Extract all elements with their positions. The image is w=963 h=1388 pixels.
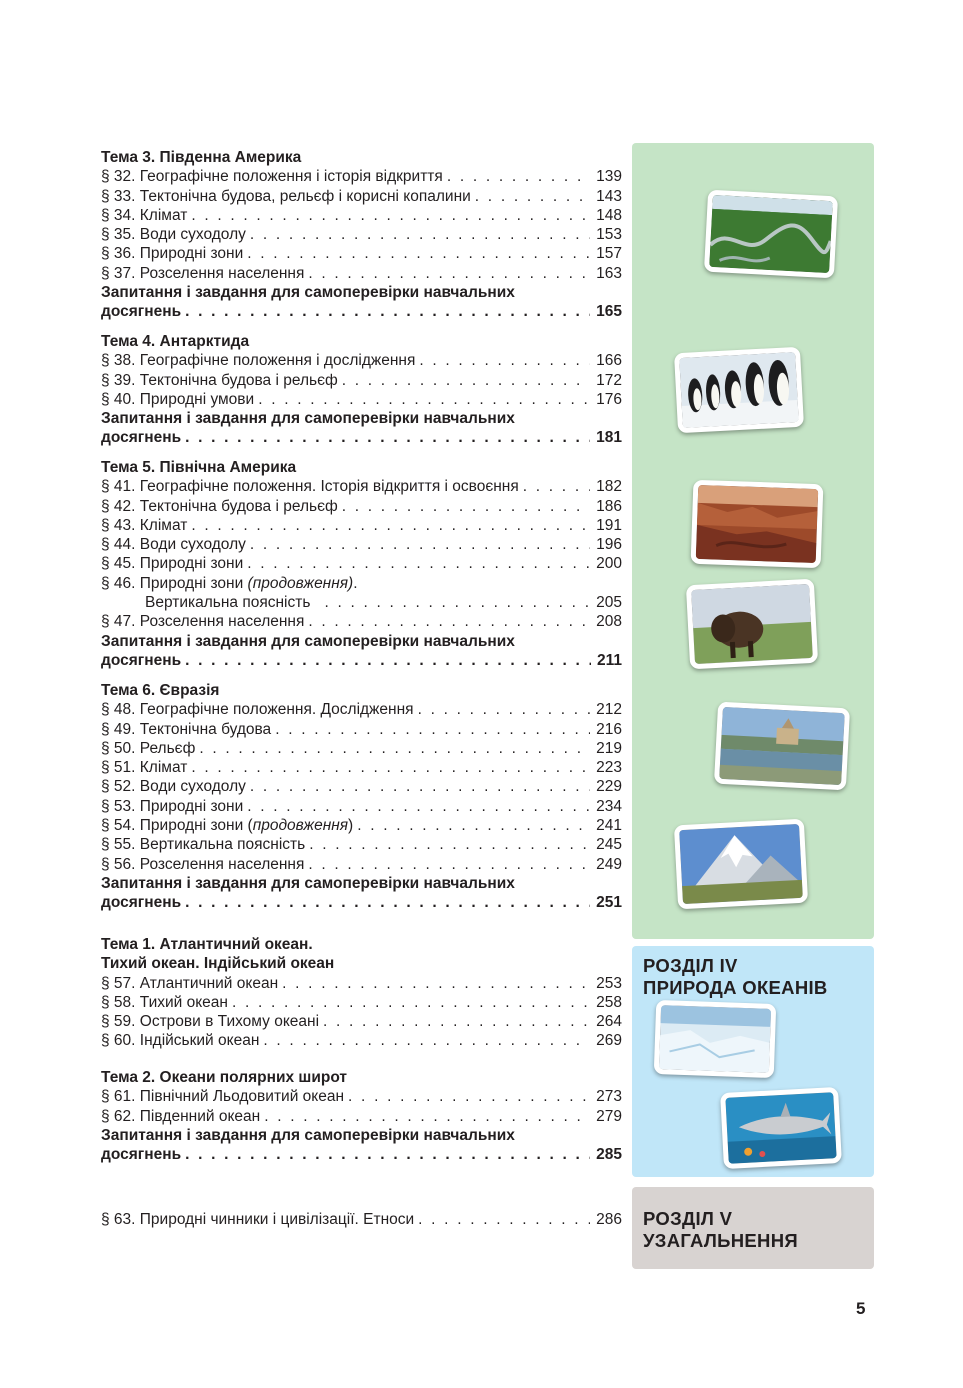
toc-entry[interactable] <box>101 1012 622 1031</box>
entry-page: 273 <box>596 1088 622 1106</box>
toc-entry[interactable] <box>101 535 622 554</box>
section-5-number: РОЗДІЛ V <box>643 1208 733 1229</box>
entry-text: § 36. Природні зони <box>101 245 244 263</box>
bison-photo <box>686 579 818 670</box>
entry-text: § 52. Води суходолу <box>101 778 246 796</box>
toc-topic-5 <box>101 458 622 670</box>
entry-page: 176 <box>596 390 622 408</box>
entry-page: 139 <box>596 168 622 186</box>
entry-text: § 57. Атлантичний океан <box>101 974 279 992</box>
entry-text: § 35. Води суходолу <box>101 226 246 244</box>
toc-entry[interactable] <box>101 1087 622 1106</box>
topic-6-title: Тема 6. Євразія <box>101 682 220 699</box>
review-title: Запитання і завдання для самоперевірки навчальних <box>101 874 515 892</box>
entry-page: 200 <box>596 555 622 573</box>
entry-text: § 43. Клімат <box>101 516 188 534</box>
entry-page: 245 <box>596 836 622 854</box>
entry-page: 205 <box>596 594 622 612</box>
amazon-river-photo <box>704 190 838 279</box>
toc-entry[interactable] <box>101 516 622 535</box>
entry-page: 208 <box>596 613 622 631</box>
entry-text: § 37. Розселення населення <box>101 264 305 282</box>
entry-page: 269 <box>596 1032 622 1050</box>
review-title: Запитання і завдання для самоперевірки навчальних <box>101 632 515 650</box>
entry-text: § 38. Географічне положення і дослідження <box>101 352 416 370</box>
entry-text: § 53. Природні зони <box>101 797 244 815</box>
entry-text: § 39. Тектонічна будова і рельєф <box>101 371 338 389</box>
entry-text: § 59. Острови в Тихому океані <box>101 1013 320 1031</box>
entry-page: 165 <box>596 303 622 321</box>
toc-topic-4 <box>101 332 622 448</box>
arctic-ice-photo <box>654 1000 777 1078</box>
review-entry[interactable]: досягнень . . . 181 <box>101 428 622 447</box>
toc-entry[interactable] <box>101 612 622 631</box>
entry-text: § 60. Індійський океан <box>101 1032 260 1050</box>
toc-entry[interactable] <box>101 351 622 370</box>
topic-title <box>101 935 622 954</box>
entry-text: § 56. Розселення населення <box>101 855 305 873</box>
entry-text: § 61. Північний Льодовитий океан <box>101 1088 345 1106</box>
review-entry[interactable]: досягнень . . . 165 <box>101 302 622 321</box>
topic-title <box>101 332 622 351</box>
entry-page: 181 <box>596 429 622 447</box>
review-entry[interactable]: досягнень . . . 211 <box>101 651 622 670</box>
toc-entry[interactable] <box>101 477 622 496</box>
toc-entry[interactable] <box>101 1031 622 1050</box>
topic-5-title: Тема 5. Північна Америка <box>101 459 297 476</box>
toc-entry-46-line1[interactable]: § 46. Природні зони (продовження). <box>101 574 358 592</box>
entry-text: § 41. Географічне положення. Історія відкриття і освоєння <box>101 478 519 496</box>
page-number: 5 <box>856 1299 866 1318</box>
toc-entry[interactable] <box>101 777 622 796</box>
review-title: Запитання і завдання для самоперевірки навчальних <box>101 410 515 428</box>
toc-entry[interactable] <box>101 855 622 874</box>
entry-page: 182 <box>596 478 622 496</box>
toc-entry[interactable] <box>101 797 622 816</box>
section-4-name: ПРИРОДА ОКЕАНІВ <box>643 977 828 998</box>
entry-page: 253 <box>596 974 622 992</box>
entry-page: 286 <box>596 1211 622 1228</box>
entry-page: 143 <box>596 187 622 205</box>
ocean-topic-2-title: Тема 2. Океани полярних широт <box>101 1069 347 1086</box>
toc-entry-54[interactable]: § 54. Природні зони (продовження) . . . 241 <box>101 816 622 835</box>
topic-title-line2: Тихий океан. Індійський океан <box>101 955 335 973</box>
entry-page: 279 <box>596 1107 622 1125</box>
entry-page: 249 <box>596 855 622 873</box>
entry-page: 219 <box>596 739 622 757</box>
entry-text: § 62. Південний океан <box>101 1107 261 1125</box>
entry-text: § 47. Розселення населення <box>101 613 305 631</box>
toc-entry[interactable] <box>101 390 622 409</box>
entry-page: 258 <box>596 993 622 1011</box>
section-4-title <box>643 955 828 999</box>
entry-page: 163 <box>596 264 622 282</box>
entry-text: § 49. Тектонічна будова <box>101 720 272 738</box>
entry-page: 241 <box>596 817 622 835</box>
entry-text: § 51. Клімат <box>101 759 188 777</box>
budapest-river-photo <box>714 702 850 791</box>
entry-text: § 63. Природні чинники і цивілізації. Етноси <box>101 1211 415 1228</box>
entry-text: § 32. Географічне положення і історія відкриття <box>101 168 443 186</box>
toc-oceans-topic-1 <box>101 935 622 1051</box>
entry-page: 216 <box>596 720 622 738</box>
entry-text: § 58. Тихий океан <box>101 993 228 1011</box>
entry-text: § 55. Вертикальна поясність <box>101 836 306 854</box>
entry-page: 196 <box>596 536 622 554</box>
entry-page: 212 <box>596 701 622 719</box>
topic-title <box>101 1068 622 1087</box>
entry-page: 157 <box>596 245 622 263</box>
toc-entry[interactable] <box>101 1210 622 1229</box>
toc-topic-6 <box>101 681 622 913</box>
toc-entry[interactable] <box>101 167 622 186</box>
entry-text: § 33. Тектонічна будова, рельєф і корисні копалини <box>101 187 471 205</box>
toc-entry[interactable] <box>101 554 622 573</box>
toc-entry[interactable] <box>101 497 622 516</box>
entry-text: § 50. Рельєф <box>101 739 196 757</box>
entry-text: § 45. Природні зони <box>101 555 244 573</box>
section-5-name: УЗАГАЛЬНЕННЯ <box>643 1230 798 1251</box>
toc-entry[interactable] <box>101 244 622 263</box>
entry-text: § 42. Тектонічна будова і рельєф <box>101 497 338 515</box>
toc-entry[interactable] <box>101 720 622 739</box>
entry-text: § 34. Клімат <box>101 206 188 224</box>
section-5-title <box>643 1208 798 1252</box>
ocean-topic-1-title: Тема 1. Атлантичний океан. <box>101 936 313 953</box>
review-title: Запитання і завдання для самоперевірки навчальних <box>101 284 515 302</box>
entry-text: § 48. Географічне положення. Дослідження <box>101 701 414 719</box>
toc-entry[interactable] <box>101 974 622 993</box>
entry-page: 186 <box>596 497 622 515</box>
entry-page: 223 <box>596 759 622 777</box>
entry-page: 211 <box>596 651 622 669</box>
toc-entry[interactable] <box>101 835 622 854</box>
topic-4-title: Тема 4. Антарктида <box>101 333 250 350</box>
topic-3-title: Тема 3. Південна Америка <box>101 149 302 166</box>
toc-topic-3 <box>101 148 622 322</box>
toc-entry[interactable] <box>101 700 622 719</box>
toc-oceans-topic-2 <box>101 1068 622 1164</box>
toc-entry[interactable] <box>101 187 622 206</box>
mountain-peak-photo <box>674 819 808 910</box>
toc-entry[interactable] <box>101 739 622 758</box>
topic-title <box>101 458 622 477</box>
section-panel-summary <box>632 1187 874 1269</box>
toc-entry[interactable] <box>101 206 622 225</box>
penguins-photo <box>674 347 804 433</box>
entry-page: 285 <box>596 1146 622 1164</box>
topic-title <box>101 681 622 700</box>
entry-text: § 44. Води суходолу <box>101 536 246 554</box>
section-4-number: РОЗДІЛ IV <box>643 955 738 976</box>
entry-page: 251 <box>596 894 622 912</box>
entry-page: 264 <box>596 1013 622 1031</box>
grand-canyon-photo <box>691 480 824 568</box>
shark-photo <box>720 1087 842 1169</box>
toc-entry[interactable] <box>101 371 622 390</box>
toc-entry[interactable] <box>101 225 622 244</box>
review-entry[interactable]: досягнень . . . 285 <box>101 1145 622 1164</box>
review-title: Запитання і завдання для самоперевірки навчальних <box>101 1126 515 1144</box>
entry-page: 234 <box>596 797 622 815</box>
toc-entry[interactable] <box>101 758 622 777</box>
toc-entry[interactable] <box>101 993 622 1012</box>
toc-entry[interactable] <box>101 1107 622 1126</box>
entry-page: 153 <box>596 226 622 244</box>
entry-page: 148 <box>596 206 622 224</box>
review-entry[interactable]: досягнень . . . 251 <box>101 893 622 912</box>
toc-summary <box>101 1210 622 1229</box>
toc-entry-46-line2[interactable]: Вертикальна поясність . . . 205 <box>101 593 622 612</box>
entry-text: § 40. Природні умови <box>101 390 255 408</box>
entry-page: 172 <box>596 371 622 389</box>
entry-page: 166 <box>596 352 622 370</box>
toc-entry[interactable] <box>101 264 622 283</box>
topic-title <box>101 148 622 167</box>
entry-page: 229 <box>596 778 622 796</box>
entry-page: 191 <box>596 516 622 534</box>
